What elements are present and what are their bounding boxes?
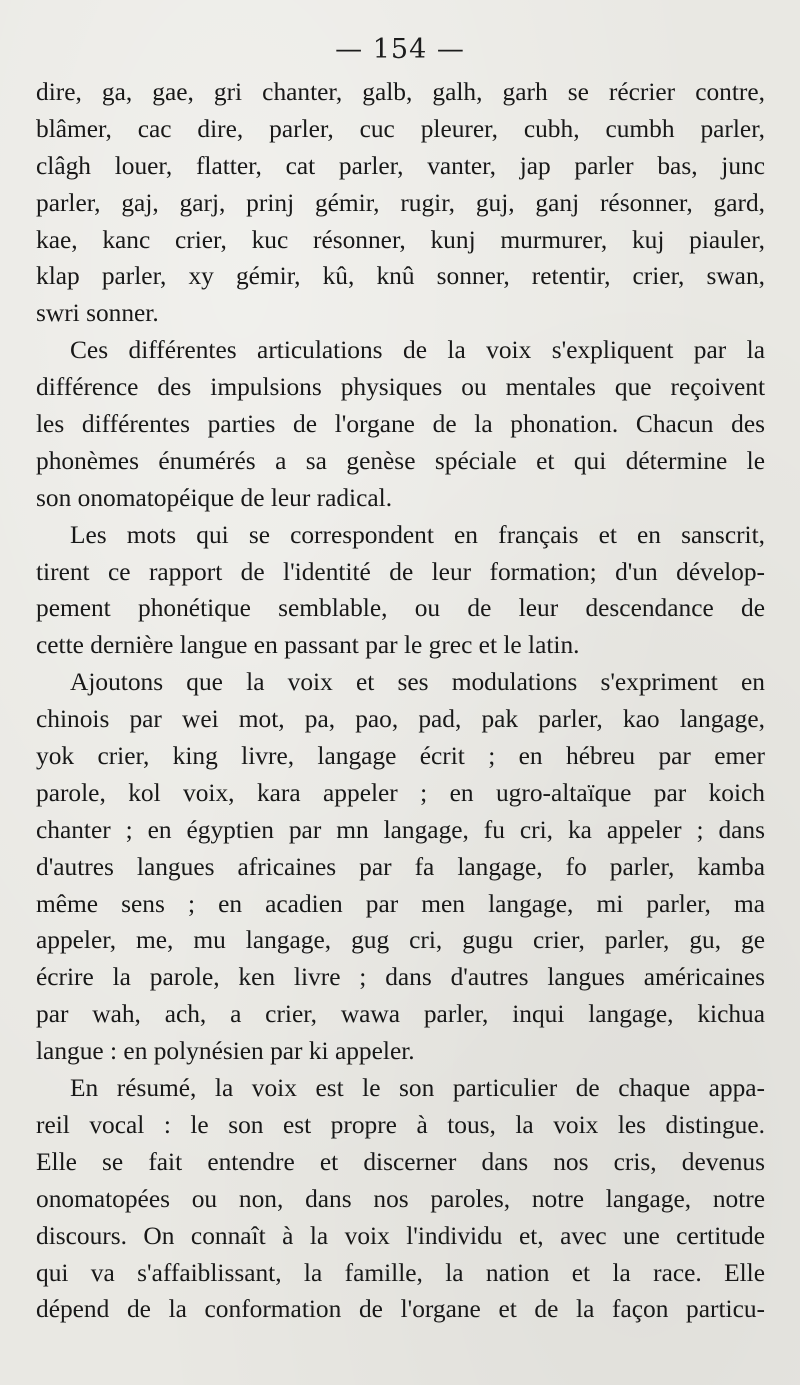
text-line: En résumé, la voix est le son particulier de chaque appa- <box>70 1074 765 1103</box>
text-line: swri sonner. <box>36 299 159 328</box>
text-line: parole, kol voix, kara appeler ; en ugro-altaïque par koich <box>36 778 765 807</box>
text-line: les différentes parties de l'organe de la phonation. Chacun des <box>36 410 765 439</box>
text-line: Elle se fait entendre et discerner dans nos cris, devenus <box>36 1147 765 1176</box>
text-line: chinois par wei mot, pa, pao, pad, pak parler, kao langage, <box>36 705 765 734</box>
text-line: reil vocal : le son est propre à tous, la voix les distingue. <box>36 1110 765 1139</box>
text-line: même sens ; en acadien par men langage, mi parler, ma <box>36 889 765 918</box>
text-line: phonèmes énumérés a sa genèse spéciale et qui détermine le <box>36 446 765 475</box>
text-line: tirent ce rapport de l'identité de leur formation; d'un dévelop- <box>36 557 765 586</box>
text-line: écrire la parole, ken livre ; dans d'autres langues américaines <box>36 963 765 992</box>
text-line: Ajoutons que la voix et ses modulations s'expriment en <box>70 668 765 697</box>
text-line: yok crier, king livre, langage écrit ; en hébreu par emer <box>36 742 765 771</box>
text-line: kae, kanc crier, kuc résonner, kunj murmurer, kuj piauler, <box>36 225 765 254</box>
text-line: d'autres langues africaines par fa langage, fo parler, kamba <box>36 852 765 881</box>
text-line: cette dernière langue en passant par le grec et le latin. <box>36 631 580 660</box>
paragraph-3 <box>36 517 765 665</box>
text-line: Les mots qui se correspondent en français et en sanscrit, <box>70 520 765 549</box>
text-line: parler, gaj, garj, prinj gémir, rugir, guj, ganj résonner, gard, <box>36 188 765 217</box>
text-line: par wah, ach, a crier, wawa parler, inqui langage, kichua <box>36 1000 765 1029</box>
paragraph-2 <box>36 332 765 516</box>
text-line: klap parler, xy gémir, kû, knû sonner, retentir, crier, swan, <box>36 262 765 291</box>
text-line: discours. On connaît à la voix l'individu et, avec une certitude <box>36 1221 765 1250</box>
paragraph-5 <box>36 1070 765 1328</box>
text-line: blâmer, cac dire, parler, cuc pleurer, cubh, cumbh parler, <box>36 114 765 143</box>
text-line: dépend de la conformation de l'organe et de la façon particu- <box>36 1295 765 1324</box>
paragraph-4 <box>36 664 765 1070</box>
text-line: Ces différentes articulations de la voix s'expliquent par la <box>70 336 765 365</box>
paragraph-1 <box>36 74 765 332</box>
text-line: pement phonétique semblable, ou de leur descendance de <box>36 594 765 623</box>
text-line: son onomatopéique de leur radical. <box>36 483 393 512</box>
text-line: différence des impulsions physiques ou mentales que reçoivent <box>36 373 765 402</box>
text-line: appeler, me, mu langage, gug cri, gugu crier, parler, gu, ge <box>36 926 765 955</box>
body-text <box>36 74 765 1328</box>
text-line: dire, ga, gae, gri chanter, galb, galh, garh se récrier contre, <box>36 78 765 106</box>
text-line: qui va s'affaiblissant, la famille, la nation et la race. Elle <box>36 1258 765 1287</box>
text-line: clâgh louer, flatter, cat parler, vanter, jap parler bas, junc <box>36 151 765 180</box>
text-line: onomatopées ou non, dans nos paroles, notre langage, notre <box>36 1184 765 1213</box>
page-number: — 154 — <box>335 34 465 65</box>
text-line: chanter ; en égyptien par mn langage, fu cri, ka appeler ; dans <box>36 815 765 844</box>
text-line: langue : en polynésien par ki appeler. <box>36 1037 415 1066</box>
